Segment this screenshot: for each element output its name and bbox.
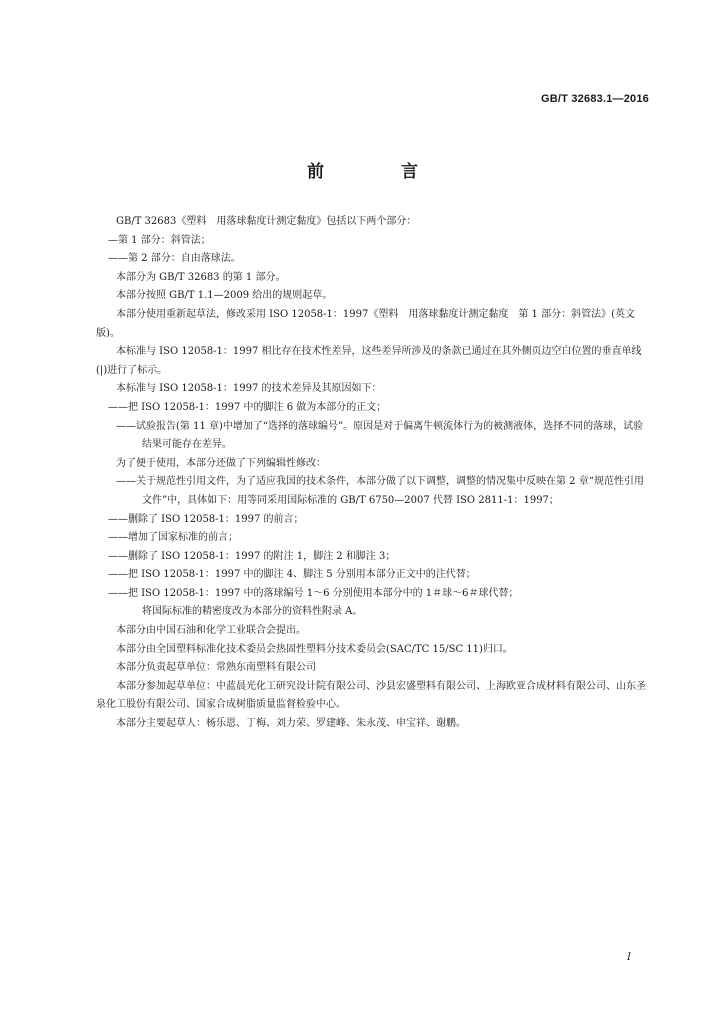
list-item: ——试验报告(第 11 章)中增加了“选择的落球编号”。原因是对于偏离牛顿流体行为的被测液体，选择不同的落球，试验结果可能存在差异。 (116, 420, 644, 451)
list-item: ——把 ISO 12058-1：1997 中的落球编号 1～6 分别使用本部分中的 1＃球～6＃球代替； (108, 587, 519, 599)
list-item: ——第 2 部分：自由落球法。 (108, 253, 241, 265)
list-item: ——把 ISO 12058-1：1997 中的脚注 4、脚注 5 分别用本部分正文中的注代替； (108, 569, 476, 581)
paragraph: 为了便于使用，本部分还做了下列编辑性修改： (116, 457, 326, 469)
list-item: ——删除了 ISO 12058-1：1997 的附注 1，脚注 2 和脚注 3； (108, 550, 396, 562)
paragraph: 本标准与 ISO 12058-1：1997 的技术差异及其原因如下： (116, 383, 382, 395)
paragraph: 本部分负责起草单位：常熟东南塑料有限公司 (116, 662, 316, 674)
list-item: ——把 ISO 12058-1：1997 中的脚注 6 做为本部分的正文； (108, 401, 387, 413)
paragraph: 本部分按照 GB/T 1.1—2009 给出的规则起草。 (116, 290, 333, 302)
list-item: ——关于规范性引用文件，为了适应我国的技术条件，本部分做了以下调整，调整的情况集中反映在第 2 章“规范性引用文件”中，具体如下：用等同采用国际标准的 GB/T 6750—2007 代替 ISO 2811-1：1997； (116, 476, 644, 506)
paragraph: 本部分主要起草人：杨乐恩、丁梅、刘力荣、罗建峰、朱永茂、申宝祥、谢鹏。 (116, 718, 466, 730)
list-item: 将国际标准的精密度改为本部分的资料性附录 A。 (142, 606, 363, 618)
list-item: ——增加了国家标准的前言； (108, 532, 238, 544)
paragraph: 本部分由全国塑料标准化技术委员会热固性塑料分技术委员会(SAC/TC 15/SC 11)归口。 (116, 643, 513, 655)
paragraph: GB/T 32683《塑料 用落球黏度计测定黏度》包括以下两个部分： (116, 216, 417, 227)
paragraph: 本标准与 ISO 12058-1：1997 相比存在技术性差异，这些差异所涉及的条款已通过在其外侧页边空白位置的垂直单线(|)进行了标示。 (96, 346, 642, 376)
standard-number: GB/T 32683.1—2016 (541, 93, 649, 105)
list-item: —第 1 部分：斜管法； (108, 234, 211, 246)
paragraph: 本部分为 GB/T 32683 的第 1 部分。 (116, 271, 286, 283)
list-item: ——删除了 ISO 12058-1：1997 的前言； (108, 513, 304, 525)
paragraph: 本部分由中国石油和化学工业联合会提出。 (116, 625, 306, 637)
page-number: I (627, 952, 631, 963)
page-title: 前 言 (307, 162, 448, 182)
paragraph: 本部分参加起草单位：中蓝晨光化工研究设计院有限公司、沙县宏盛塑料有限公司、上海欧亚合成材料有限公司、山东圣泉化工股份有限公司、国家合成树脂质量监督检验中心。 (96, 680, 646, 711)
foreword-body (96, 213, 651, 734)
paragraph: 本部分使用重新起草法，修改采用 ISO 12058-1：1997《塑料 用落球黏度计测定黏度 第 1 部分：斜管法》(英文版)。 (96, 308, 635, 339)
